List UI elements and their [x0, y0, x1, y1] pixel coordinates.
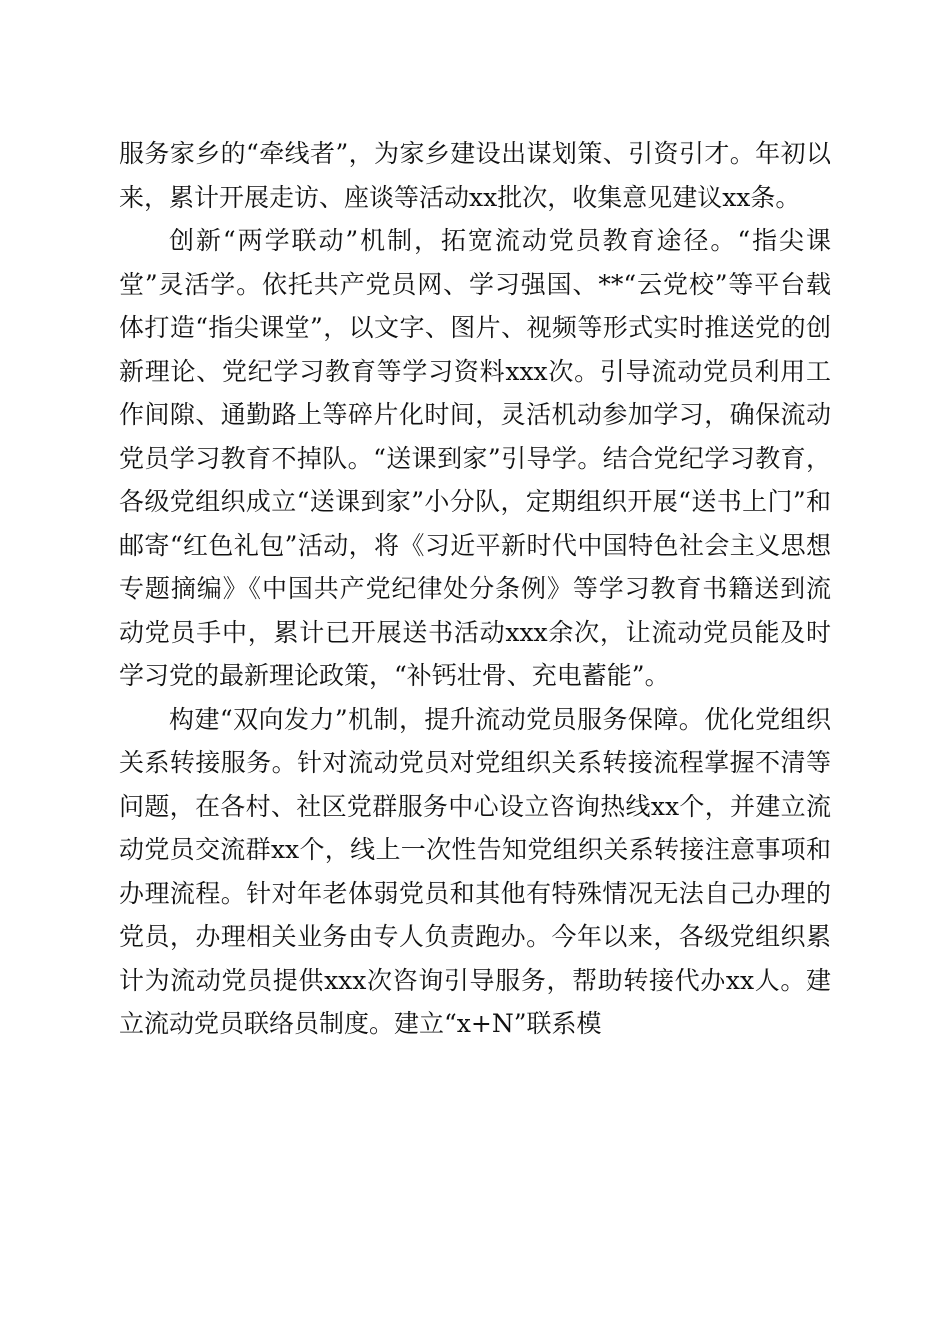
- paragraph-1: 服务家乡的“牵线者”，为家乡建设出谋划策、引资引才。年初以来，累计开展走访、座谈等活动xx批次，收集意见建议xx条。: [119, 139, 831, 212]
- document-body: [119, 132, 831, 1046]
- paragraph-2: 创新“两学联动”机制，拓宽流动党员教育途径。“指尖课堂”灵活学。依托共产党员网、学习强国、**“云党校”等平台载体打造“指尖课堂”，以文字、图片、视频等形式实时推送党的创新理论、党纪学习教育等学习资料xxx次。引导流动党员利用工作间隙、通勤路上等碎片化时间，灵活机动参加学习，确保流动党员学习教育不掉队。“送课到家”引导学。结合党纪学习教育，各级党组织成立“送课到家”小分队，定期组织开展“送书上门”和邮寄“红色礼包”活动，将《习近平新时代中国特色社会主义思想专题摘编》《中国共产党纪律处分条例》等学习教育书籍送到流动党员手中，累计已开展送书活动xxx余次，让流动党员能及时学习党的最新理论政策，“补钙壮骨、充电蓄能”。: [119, 226, 831, 690]
- paragraph-3: 构建“双向发力”机制，提升流动党员服务保障。优化党组织关系转接服务。针对流动党员对党组织关系转接流程掌握不清等问题，在各村、社区党群服务中心设立咨询热线xx个，并建立流动党员交流群xx个，线上一次性告知党组织关系转接注意事项和办理流程。针对年老体弱党员和其他有特殊情况无法自己办理的党员，办理相关业务由专人负责跑办。今年以来，各级党组织累计为流动党员提供xxx次咨询引导服务，帮助转接代办xx人。建立流动党员联络员制度。建立“x+N”联系模: [119, 704, 831, 1038]
